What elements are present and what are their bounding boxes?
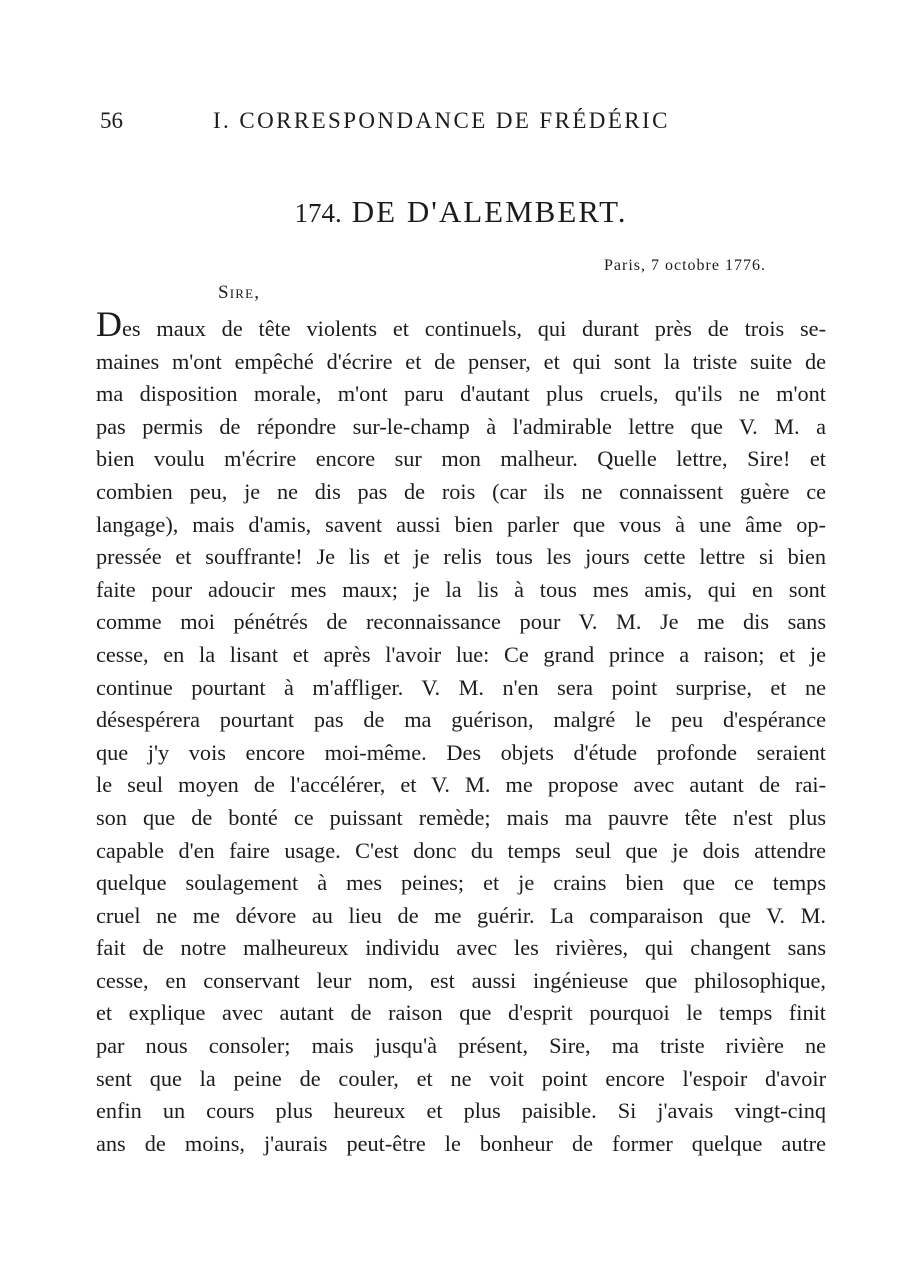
body-line: combien peu, je ne dis pas de rois (car ils ne connaissent guère ce (96, 478, 826, 504)
body-line: faite pour adoucir mes maux; je la lis à tous mes amis, qui en sont (96, 576, 826, 602)
body-line: et explique avec autant de raison que d'esprit pourquoi le temps finit (96, 1000, 826, 1026)
body-line: sent que la peine de couler, et ne voit point encore l'espoir d'avoir (96, 1065, 826, 1091)
letter-heading (0, 194, 900, 230)
drop-cap: D (96, 304, 122, 344)
running-head (100, 108, 720, 138)
body-line: cruel ne me dévore au lieu de me guérir. La comparaison que V. M. (96, 902, 826, 928)
body-line: comme moi pénétrés de reconnaissance pour V. M. Je me dis sans (96, 609, 826, 635)
body-line: ans de moins, j'aurais peut-être le bonheur de former quelque autre (96, 1130, 826, 1156)
body-line: fait de notre malheureux individu avec les rivières, qui changent sans (96, 935, 826, 961)
body-line: continue pourtant à m'affliger. V. M. n'en sera point surprise, et ne (96, 674, 826, 700)
body-line-text: es maux de tête violents et continuels, qui durant près de trois se- (122, 316, 826, 341)
body-line: ma disposition morale, m'ont paru d'autant plus cruels, qu'ils ne m'ont (96, 381, 826, 407)
dateline: Paris, 7 octobre 1776. (604, 257, 766, 274)
body-line: par nous consoler; mais jusqu'à présent, Sire, ma triste rivière ne (96, 1033, 826, 1059)
letter-title: DE D'ALEMBERT. (351, 194, 628, 229)
salutation: Sire, (218, 282, 261, 303)
body-line: quelque soulagement à mes peines; et je crains bien que ce temps (96, 870, 826, 896)
body-line: capable d'en faire usage. C'est donc du temps seul que je dois attendre (96, 837, 826, 863)
body-line: désespérera pourtant pas de ma guérison, malgré le peu d'espérance (96, 707, 826, 733)
body-line: bien voulu m'écrire encore sur mon malheur. Quelle lettre, Sire! et (96, 446, 826, 472)
running-title: I. CORRESPONDANCE DE FRÉDÉRIC (213, 108, 670, 133)
letter-number: 174. (294, 198, 342, 228)
letter-body (96, 304, 826, 1160)
body-line: son que de bonté ce puissant remède; mais ma pauvre tête n'est plus (96, 804, 826, 830)
body-line: le seul moyen de l'accélérer, et V. M. me propose avec autant de rai- (96, 772, 826, 798)
body-line: pas permis de répondre sur-le-champ à l'admirable lettre que V. M. a (96, 413, 826, 439)
body-line: pressée et souffrante! Je lis et je relis tous les jours cette lettre si bien (96, 544, 826, 570)
body-line: enfin un cours plus heureux et plus paisible. Si j'avais vingt-cinq (96, 1098, 826, 1124)
body-line: maines m'ont empêché d'écrire et de penser, et qui sont la triste suite de (96, 348, 826, 374)
body-line (96, 304, 826, 346)
body-line: cesse, en conservant leur nom, est aussi ingénieuse que philosophique, (96, 967, 826, 993)
page-number: 56 (100, 108, 123, 133)
body-line: langage), mais d'amis, savent aussi bien parler que vous à une âme op- (96, 511, 826, 537)
body-line: cesse, en la lisant et après l'avoir lue: Ce grand prince a raison; et je (96, 641, 826, 667)
body-line: que j'y vois encore moi-même. Des objets d'étude profonde seraient (96, 739, 826, 765)
